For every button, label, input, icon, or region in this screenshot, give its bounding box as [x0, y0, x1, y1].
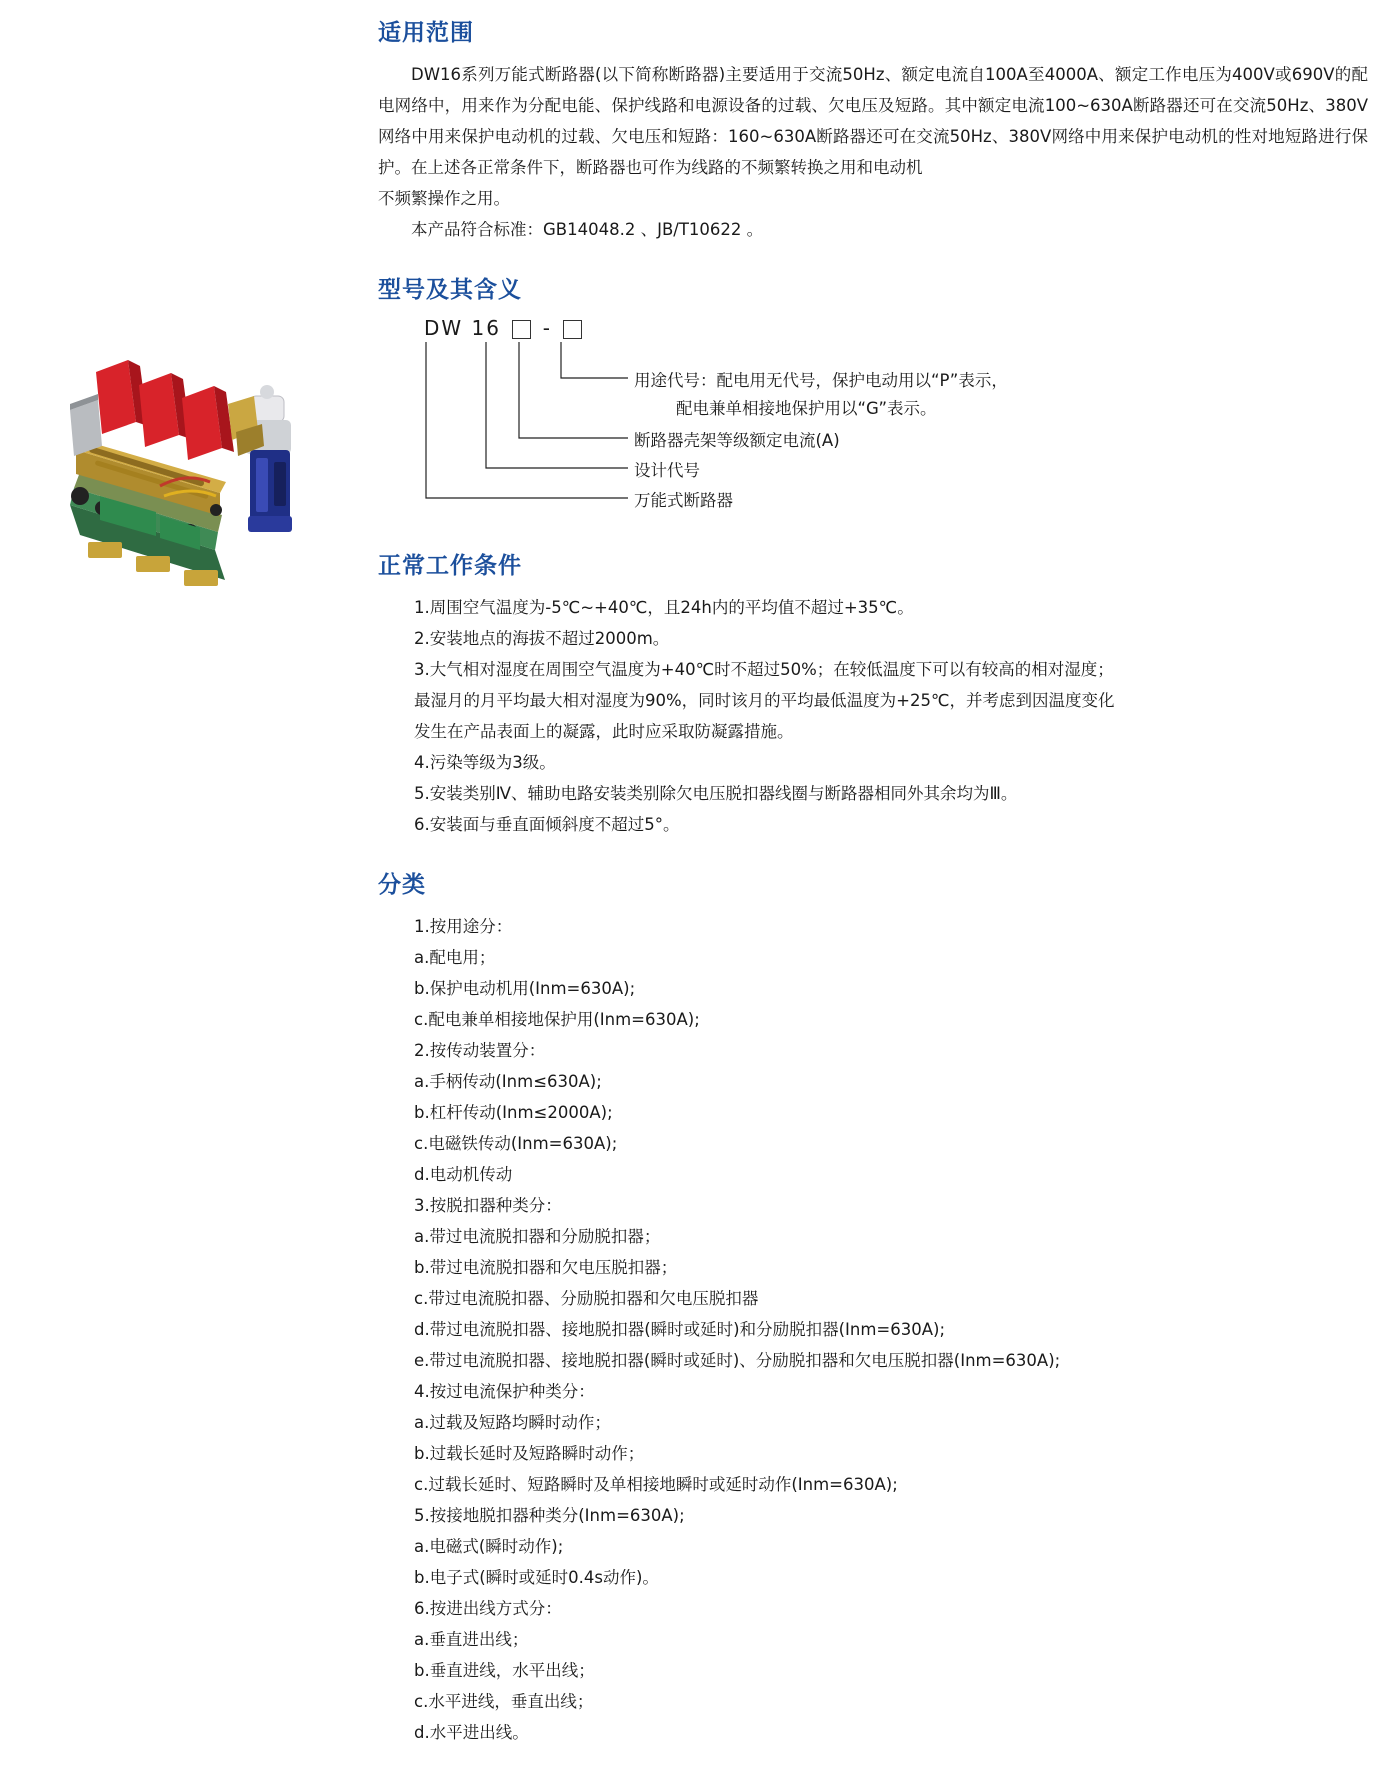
classification-item: c.电磁铁传动(Inm=630A);	[414, 1134, 618, 1153]
classification-item: d.水平进出线。	[414, 1723, 529, 1742]
classification-item: 3.按脱扣器种类分：	[414, 1196, 562, 1215]
condition-item: 4.污染等级为3级。	[414, 753, 556, 772]
model-label-usage-line2: 配电兼单相接地保护用以“G”表示。	[676, 399, 937, 418]
classification-item: b.垂直进线，水平出线；	[414, 1661, 595, 1680]
classification-list	[378, 911, 1368, 1748]
model-label-design-code: 设计代号	[634, 461, 700, 480]
scope-paragraph-3: 本产品符合标准：GB14048.2 、JB/T10622 。	[411, 220, 764, 239]
classification-item: a.过载及短路均瞬时动作；	[414, 1413, 611, 1432]
model-code-dash: -	[542, 316, 552, 340]
classification-item: b.保护电动机用(Inm=630A);	[414, 979, 636, 998]
section-classification	[378, 866, 1368, 1748]
conditions-list	[378, 592, 1368, 840]
scope-paragraph-2: 不频繁操作之用。	[378, 189, 510, 208]
model-code-diagram	[378, 316, 1368, 521]
classification-item: a.电磁式(瞬时动作);	[414, 1537, 564, 1556]
section-title-classification: 分类	[378, 872, 426, 898]
classification-item: c.配电兼单相接地保护用(Inm=630A);	[414, 1010, 700, 1029]
classification-item: b.带过电流脱扣器和欠电压脱扣器；	[414, 1258, 678, 1277]
condition-item: 发生在产品表面上的凝露，此时应采取防凝露措施。	[414, 722, 794, 741]
classification-item: d.带过电流脱扣器、接地脱扣器(瞬时或延时)和分励脱扣器(Inm=630A);	[414, 1320, 946, 1339]
classification-item: b.杠杆传动(Inm≤2000A);	[414, 1103, 613, 1122]
classification-item: d.电动机传动	[414, 1165, 513, 1184]
condition-item: 6.安装面与垂直面倾斜度不超过5°。	[414, 815, 680, 834]
classification-item: 4.按过电流保护种类分：	[414, 1382, 595, 1401]
condition-item: 最湿月的月平均最大相对湿度为90%，同时该月的平均最低温度为+25℃，并考虑到因温度变化	[414, 691, 1115, 710]
product-image	[40, 300, 330, 600]
model-label-family: 万能式断路器	[634, 491, 733, 510]
classification-item: 6.按进出线方式分：	[414, 1599, 562, 1618]
section-title-scope: 适用范围	[378, 20, 474, 46]
condition-item: 5.安装类别Ⅳ、辅助电路安装类别除欠电压脱扣器线圈与断路器相同外其余均为Ⅲ。	[414, 784, 1018, 803]
section-model	[378, 271, 1368, 521]
content-column	[378, 14, 1368, 1774]
classification-item: 5.按接地脱扣器种类分(Inm=630A);	[414, 1506, 685, 1525]
classification-item: a.垂直进出线；	[414, 1630, 529, 1649]
classification-item: a.配电用；	[414, 948, 496, 967]
condition-item: 1.周围空气温度为-5℃~+40℃，且24h内的平均值不超过+35℃。	[414, 598, 914, 617]
section-title-conditions: 正常工作条件	[378, 553, 522, 579]
section-title-model: 型号及其含义	[378, 277, 522, 303]
classification-item: c.过载长延时、短路瞬时及单相接地瞬时或延时动作(Inm=630A);	[414, 1475, 898, 1494]
classification-item: 2.按传动装置分：	[414, 1041, 546, 1060]
classification-item: a.手柄传动(Inm≤630A);	[414, 1072, 602, 1091]
classification-item: a.带过电流脱扣器和分励脱扣器；	[414, 1227, 661, 1246]
model-label-frame-rating: 断路器壳架等级额定电流(A)	[634, 431, 840, 450]
scope-paragraph-1: DW16系列万能式断路器(以下简称断路器)主要适用于交流50Hz、额定电流自100A至4000A、额定工作电压为400V或690V的配电网络中，用来作为分配电能、保护线路和电源设备的过载、欠电压及短路。其中额定电流100~630A断路器还可在交流50Hz、380V网络中用来保护电动机的过载、欠电压和短路：160~630A断路器还可在交流50Hz、380V网络中用来保护电动机的性对地短路进行保护。在上述各正常条件下，断路器也可作为线路的不频繁转换之用和电动机	[378, 65, 1368, 177]
classification-item: e.带过电流脱扣器、接地脱扣器(瞬时或延时)、分励脱扣器和欠电压脱扣器(Inm=630A);	[414, 1351, 1061, 1370]
condition-item: 2.安装地点的海拔不超过2000m。	[414, 629, 670, 648]
classification-item: c.带过电流脱扣器、分励脱扣器和欠电压脱扣器	[414, 1289, 759, 1308]
model-label-usage-line1: 用途代号：配电用无代号，保护电动用以“P”表示，	[634, 371, 1008, 390]
section-conditions	[378, 547, 1368, 840]
classification-item: b.过载长延时及短路瞬时动作；	[414, 1444, 645, 1463]
classification-item: b.电子式(瞬时或延时0.4s动作)。	[414, 1568, 659, 1587]
section-scope	[378, 14, 1368, 245]
model-code-prefix: DW	[424, 316, 464, 340]
classification-item: 1.按用途分：	[414, 917, 513, 936]
model-code-series: 16	[471, 316, 501, 340]
classification-item: c.水平进线，垂直出线；	[414, 1692, 594, 1711]
condition-item: 3.大气相对湿度在周围空气温度为+40℃时不超过50%；在较低温度下可以有较高的相对湿度；	[414, 660, 1114, 679]
product-illustration-svg	[40, 300, 330, 600]
